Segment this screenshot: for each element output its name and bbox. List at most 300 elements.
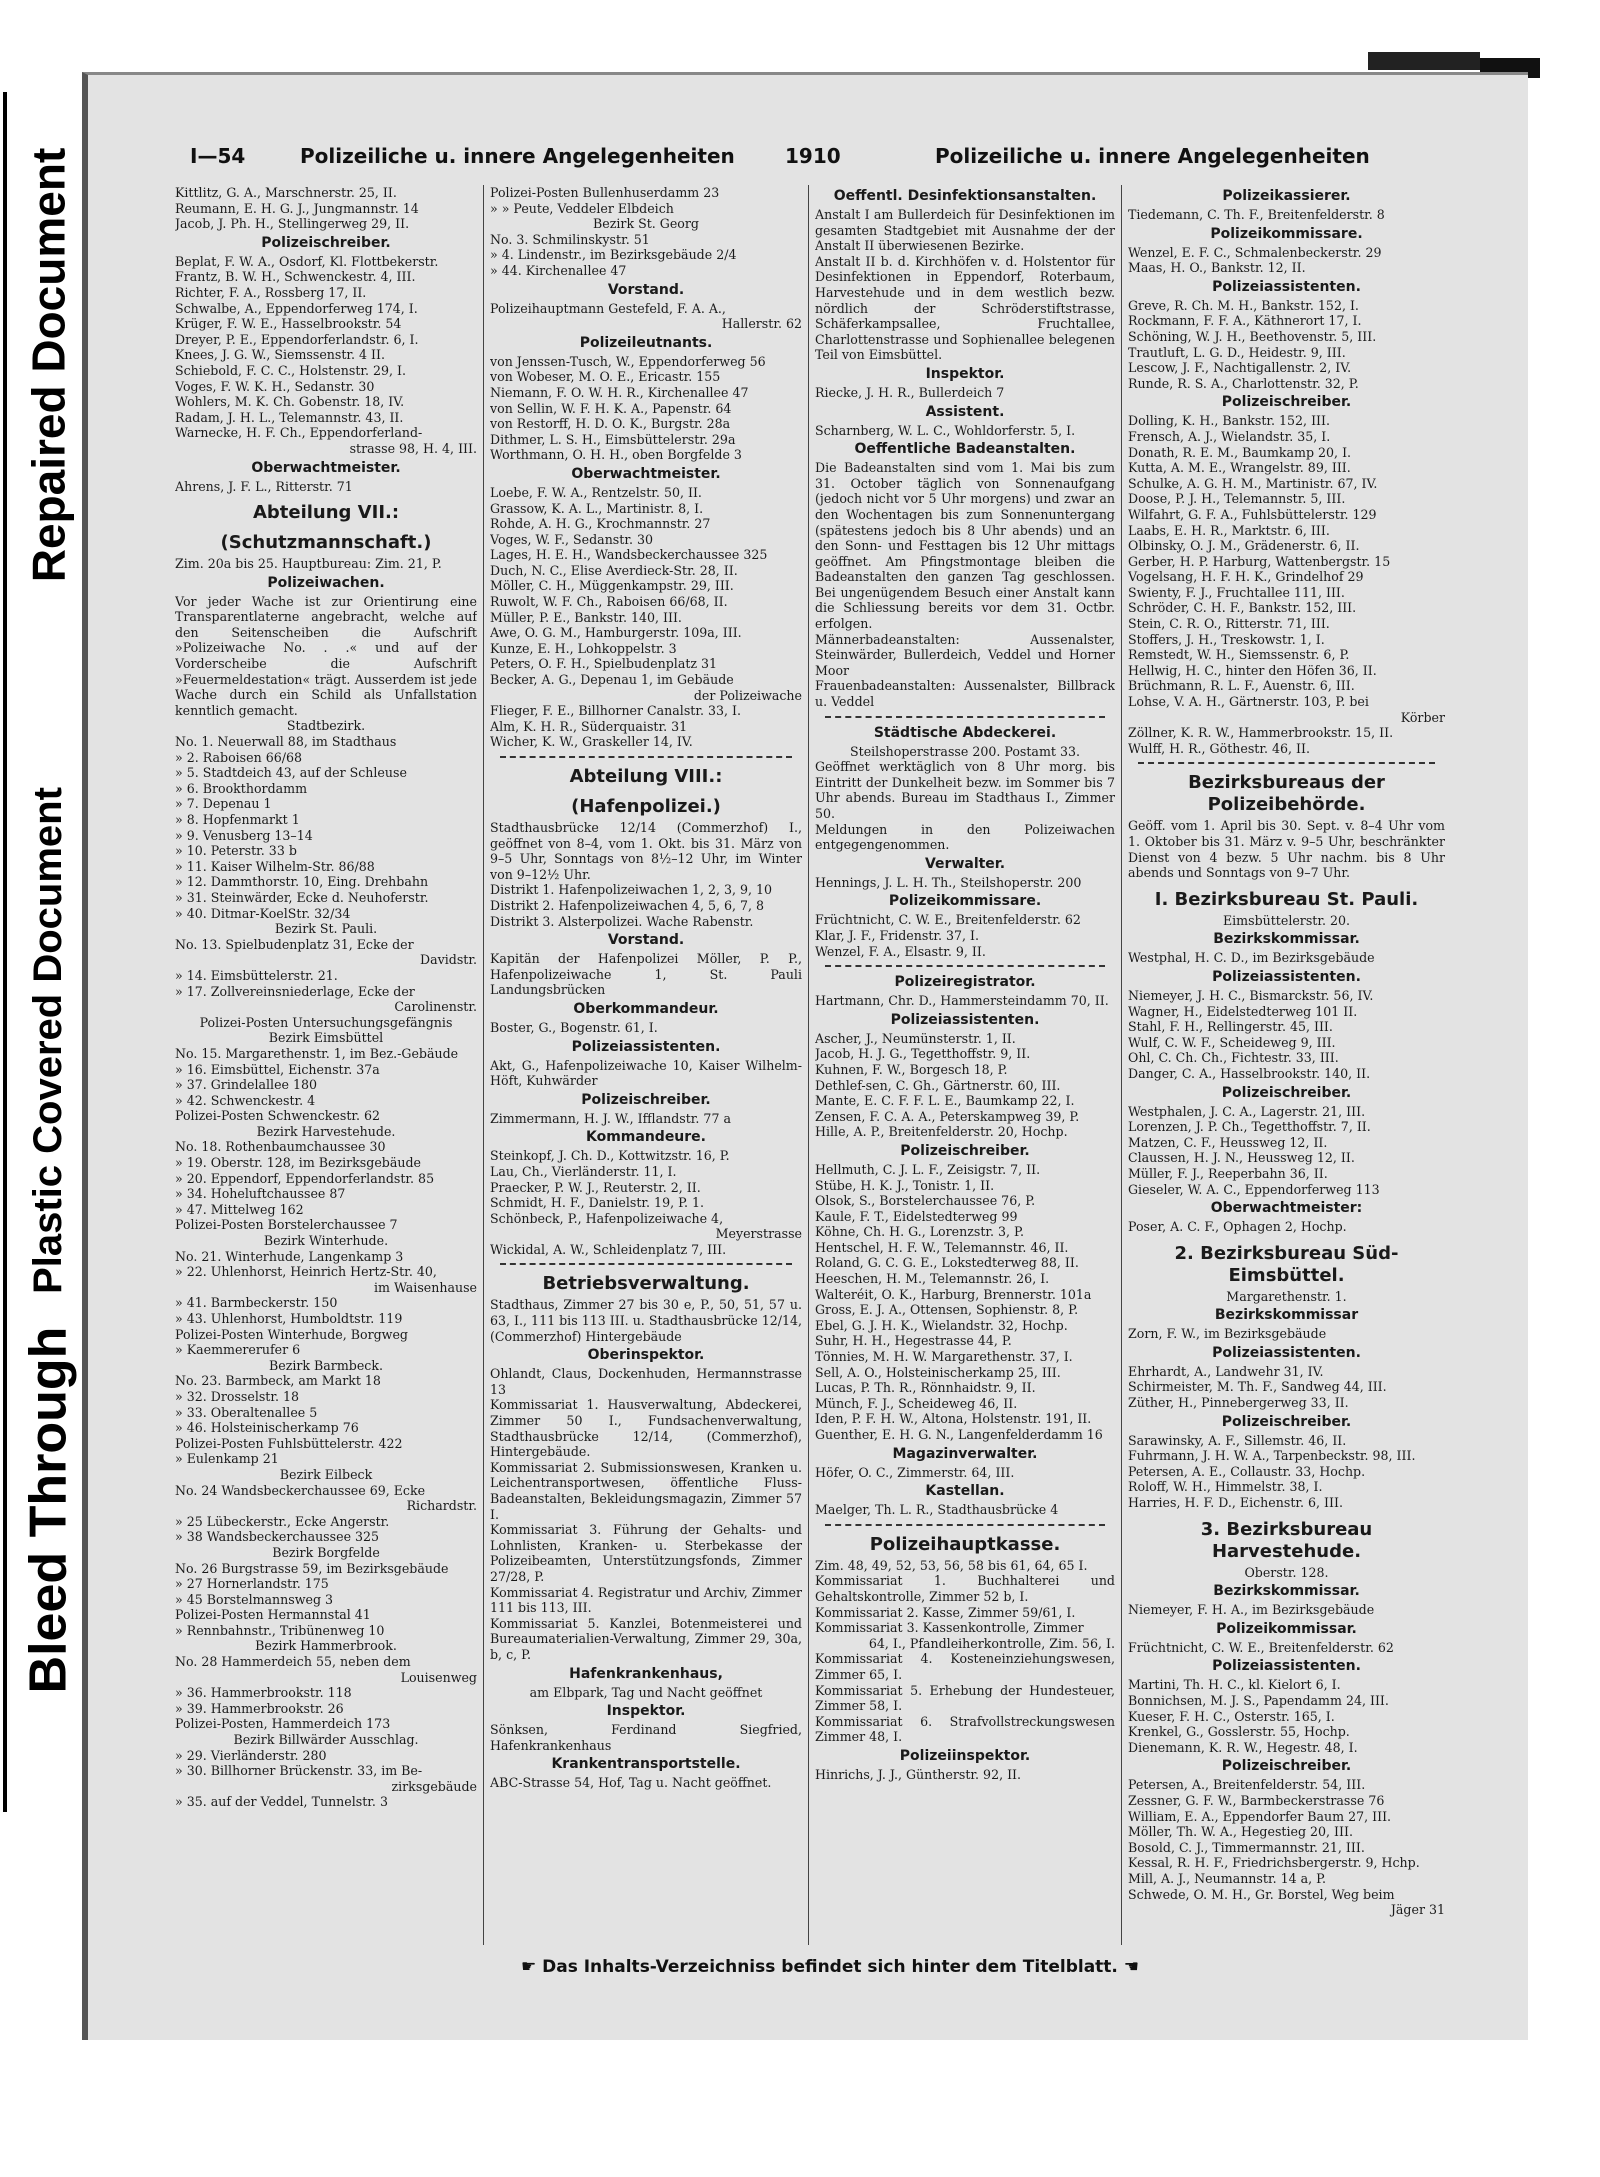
district-heading: Bezirk Hammerbrook.	[255, 1638, 397, 1654]
entry-line: Danger, C. A., Hasselbrookstr. 140, II.	[1128, 1065, 1371, 1081]
entry-line: » Eulenkamp 21	[175, 1451, 279, 1467]
section-heading: Städtische Abdeckerei.	[873, 724, 1057, 741]
entry-line: Schirmeister, M. Th. F., Sandweg 44, III.	[1128, 1379, 1387, 1395]
entry-line: Münch, F. J., Scheideweg 46, II.	[815, 1395, 1018, 1411]
section-heading: Polizeiwachen.	[267, 574, 385, 591]
entry-continuation: im Waisenhause	[373, 1279, 477, 1295]
section-heading: Vorstand.	[607, 281, 685, 298]
entry-line: Praecker, P. W. J., Reuterstr. 2, II.	[490, 1179, 701, 1195]
entry-line: » 41. Barmbeckerstr. 150	[175, 1295, 338, 1311]
section-heading: Polizeiregistrator.	[894, 974, 1036, 991]
entry-line: ABC-Strasse 54, Hof, Tag u. Nacht geöffnet.	[490, 1775, 772, 1791]
section-heading: Oberwachtmeister.	[251, 459, 401, 476]
entry-line: » 33. Oberaltenallee 5	[175, 1404, 318, 1420]
section-heading: Inspektor.	[925, 365, 1005, 382]
paragraph: Kommissariat 2. Submissionswesen, Kranken u. Leichentransportwesen, öffentliche Fluss-Badeanstalten, Bekleidungsmagazin, Zimmer 57 I.	[490, 1459, 802, 1522]
district-heading: Bezirk Billwärder Ausschlag.	[233, 1732, 419, 1748]
entry-line: Stein, C. R. O., Ritterstr. 71, III.	[1128, 616, 1330, 632]
district-heading: Bezirk Eilbeck	[279, 1466, 373, 1482]
entry-line: Krüger, F. W. E., Hasselbrookstr. 54	[175, 316, 402, 332]
entry-line: von Sellin, W. F. H. K. A., Papenstr. 64	[490, 400, 732, 416]
district-heading: Bezirk St. Pauli.	[274, 921, 378, 937]
entry-line: Stübe, H. K. J., Tonistr. 1, II.	[815, 1177, 995, 1193]
department-heading: Abteilung VII.:	[252, 502, 400, 524]
entry-continuation: Jäger 31	[1390, 1902, 1445, 1918]
entry-line: Iden, P. F. H. W., Altona, Holstenstr. 191, II.	[815, 1411, 1092, 1427]
entry-line: Harries, H. F. D., Eichenstr. 6, III.	[1128, 1495, 1343, 1511]
entry-line: Kittlitz, G. A., Marschnerstr. 25, II.	[175, 185, 397, 200]
entry-line: Knees, J. G. W., Siemssenstr. 4 II.	[175, 347, 386, 363]
entry-line: Zim. 48, 49, 52, 53, 56, 58 bis 61, 64, 65 I.	[815, 1557, 1088, 1573]
address-line: am Elbpark, Tag und Nacht geöffnet	[529, 1684, 763, 1700]
entry-line: Wagner, H., Eidelstedterweg 101 II.	[1128, 1003, 1358, 1019]
entry-line: Polizei-Posten Borstelerchaussee 7	[175, 1217, 398, 1233]
entry-line: Hennings, J. L. H. Th., Steilshoperstr. 200	[815, 874, 1082, 890]
section-heading: Polizeiassistenten.	[1212, 1658, 1361, 1675]
section-heading: Kommandeure.	[585, 1129, 706, 1146]
district-heading: Bezirk Borgfelde	[272, 1544, 380, 1560]
entry-line: Dithmer, L. S. H., Eimsbüttelerstr. 29a	[490, 431, 736, 447]
footer-notice: ☛ Das Inhalts-Verzeichniss befindet sich hinter dem Titelblatt. ☚	[520, 1957, 1140, 1977]
entry-line: Lorenzen, J. P. Ch., Tegetthoffstr. 7, II.	[1128, 1119, 1371, 1135]
entry-line: Roloff, W. H., Himmelstr. 38, I.	[1128, 1479, 1323, 1495]
entry-line: Lohse, V. A. H., Gärtnerstr. 103, P. bei	[1128, 694, 1369, 710]
section-heading: Polizeischreiber.	[1221, 1413, 1352, 1430]
district-heading: Stadtbezirk.	[286, 718, 366, 734]
entry-line: » 14. Eimsbüttelerstr. 21.	[175, 967, 338, 983]
entry-line: Becker, A. G., Depenau 1, im Gebäude	[490, 672, 734, 688]
entry-line: Donath, R. E. M., Baumkamp 20, I.	[1128, 444, 1352, 460]
entry-line: Distrikt 2. Hafenpolizeiwachen 4, 5, 6, 7, 8	[490, 897, 765, 913]
header-year: 1910	[785, 144, 841, 168]
entry-line: Radam, J. H. L., Telemannstr. 43, II.	[175, 409, 404, 425]
entry-line: Suhr, H. H., Hegestrasse 44, P.	[815, 1333, 1012, 1349]
entry-line: No. 3. Schmilinskystr. 51	[490, 231, 650, 247]
entry-line: Zim. 20a bis 25. Hauptbureau: Zim. 21, P.	[175, 556, 442, 572]
paragraph: Kapitän der Hafenpolizei Möller, P. P., Hafenpolizeiwache 1, St. Pauli Landungsbrücken	[490, 951, 802, 998]
column-4	[1128, 185, 1445, 1918]
entry-line: Ruwolt, W. F. Ch., Raboisen 66/68, II.	[490, 594, 728, 610]
column-divider	[1121, 185, 1122, 1945]
entry-line: Möller, C. H., Müggenkampstr. 29, III.	[490, 578, 734, 594]
entry-line: Martini, Th. H. C., kl. Kielort 6, I.	[1128, 1677, 1341, 1693]
entry-line: » 9. Venusberg 13–14	[175, 827, 313, 843]
entry-line: » 45 Borstelmannsweg 3	[175, 1591, 334, 1607]
entry-line: Richter, F. A., Rossberg 17, II.	[175, 284, 367, 300]
paragraph: Frauenbadeanstalten: Aussenalster, Billbrack u. Veddel	[815, 678, 1115, 710]
entry-line: Schönbeck, P., Hafenpolizeiwache 4,	[490, 1210, 724, 1226]
entry-line: » 29. Vierländerstr. 280	[175, 1747, 327, 1763]
entry-line: Tönnies, M. H. W. Margarethenstr. 37, I.	[815, 1349, 1073, 1365]
entry-continuation: zirksgebäude	[391, 1778, 477, 1794]
entry-line: Möller, Th. W. A., Hegestieg 20, III.	[1128, 1824, 1353, 1840]
entry-line: Zensen, F. C. A. A., Peterskampweg 39, P.	[815, 1108, 1080, 1124]
section-heading: Inspektor.	[606, 1703, 686, 1720]
entry-line: Gieseler, W. A. C., Eppendorferweg 113	[1128, 1181, 1380, 1197]
entry-line: Fuhrmann, J. H. W. A., Tarpenbeckstr. 98, III.	[1128, 1448, 1416, 1464]
paragraph: Vor jeder Wache ist zur Orientirung eine Transparentlaterne angebracht, welche auf den Seitenscheiben die Aufschrift »Polizeiwache No. . .« und auf der Vorderscheibe die Aufschrift »Feuermeldestation« trägt. Ausserdem ist jede Wache durch ein Schild als Unfallstation kenntlich gemacht.	[175, 593, 477, 718]
section-heading: Kastellan.	[925, 1483, 1005, 1500]
section-heading: Bezirkskommissar	[1214, 1307, 1359, 1324]
entry-line: Kunze, E. H., Lohkoppelstr. 3	[490, 640, 677, 656]
entry-line: Hille, A. P., Breitenfelderstr. 20, Hochp.	[815, 1124, 1068, 1140]
entry-line: Niemann, F. O. W. H. R., Kirchenallee 47	[490, 384, 749, 400]
department-heading: Abteilung VIII.:	[569, 766, 723, 787]
entry-line: No. 28 Hammerdeich 55, neben dem	[175, 1654, 411, 1670]
paragraph: Kommissariat 6. Strafvollstreckungswesen Zimmer 48, I.	[815, 1713, 1115, 1745]
entry-line: Ascher, J., Neumünsterstr. 1, II.	[815, 1030, 1016, 1046]
entry-line: Worthmann, O. H. H., oben Borgfelde 3	[490, 447, 742, 463]
entry-line: » 7. Depenau 1	[175, 796, 272, 812]
entry-line: Polizei-Posten Fuhlsbüttelerstr. 422	[175, 1435, 403, 1451]
section-heading: Polizeischreiber.	[1221, 1084, 1352, 1101]
entry-line: Früchtnicht, C. W. E., Breitenfelderstr. 62	[815, 912, 1081, 928]
entry-line: No. 13. Spielbudenplatz 31, Ecke der	[175, 936, 414, 952]
entry-continuation: Richardstr.	[406, 1498, 477, 1514]
entry-line: Lescow, J. F., Nachtigallenstr. 2, IV.	[1128, 360, 1352, 376]
entry-line: » 12. Dammthorstr. 10, Eing. Drehbahn	[175, 874, 429, 890]
section-heading: Verwalter.	[924, 855, 1006, 872]
entry-line: Niemeyer, J. H. C., Bismarckstr. 56, IV.	[1128, 987, 1374, 1003]
entry-line: Höfer, O. C., Zimmerstr. 64, III.	[815, 1464, 1015, 1480]
section-heading: Polizeischreiber.	[261, 234, 391, 251]
entry-line: Grassow, K. A. L., Martinistr. 8, I.	[490, 500, 704, 516]
column-2	[490, 185, 802, 1791]
entry-line: » 34. Hoheluftchaussee 87	[175, 1186, 346, 1202]
dashed-rule	[500, 1263, 792, 1265]
entry-line: » 39. Hammerbrookstr. 26	[175, 1700, 344, 1716]
entry-line: Polizei-Posten Bullenhuserdamm 23	[490, 185, 720, 200]
dashed-rule	[825, 965, 1105, 967]
entry-line: Schwalbe, A., Eppendorferweg 174, I.	[175, 300, 418, 316]
section-heading: Bezirkskommissar.	[1213, 931, 1360, 948]
entry-continuation: strasse 98, H. 4, III.	[349, 440, 477, 456]
department-heading: (Schutzmannschaft.)	[220, 532, 432, 554]
entry-line: Krenkel, G., Gosslerstr. 55, Hochp.	[1128, 1724, 1350, 1740]
entry-line: No. 24 Wandsbeckerchaussee 69, Ecke	[175, 1482, 426, 1498]
entry-line: Ahrens, J. F. L., Ritterstr. 71	[175, 478, 353, 494]
entry-continuation: Carolinenstr.	[394, 999, 477, 1015]
entry-line: » Kaemmererufer 6	[175, 1342, 301, 1358]
entry-line: Awe, O. G. M., Hamburgerstr. 109a, III.	[490, 625, 742, 641]
section-heading: Vorstand.	[607, 932, 685, 949]
entry-line: Wohlers, M. K. Ch. Gobenstr. 18, IV.	[175, 394, 405, 410]
entry-line: Voges, F. W. K. H., Sedanstr. 30	[175, 378, 375, 394]
entry-line: » 11. Kaiser Wilhelm-Str. 86/88	[175, 858, 375, 874]
entry-line: Bosold, C. J., Timmermannstr. 21, III.	[1128, 1839, 1365, 1855]
paragraph: Anstalt I am Bullerdeich für Desinfektionen im gesamten Stadtgebiet mit Ausnahme der der Anstalt II überwiesenen Bezirke.	[815, 207, 1115, 254]
entry-line: Hellwig, H. C., hinter den Höfen 36, II.	[1128, 662, 1377, 678]
entry-line: » 32. Drosselstr. 18	[175, 1388, 300, 1404]
entry-continuation: 64, I., Pfandleiherkontrolle, Zim. 56, I.	[868, 1635, 1115, 1651]
entry-line: Tiedemann, C. Th. F., Breitenfelderstr. 8	[1128, 207, 1385, 222]
entry-line: Hartmann, Chr. D., Hammersteindamm 70, II.	[815, 993, 1109, 1009]
paragraph: Geöff. vom 1. April bis 30. Sept. v. 8–4 Uhr vom 1. Oktober bis 31. März v. 9–5 Uhr, beschränkter Dienst von 4 bezw. 5 Uhr nachm. bis 8 Uhr abends und Sonntags von 9–7 Uhr.	[1128, 818, 1445, 881]
entry-line: Walteréit, O. K., Harburg, Brennerstr. 101a	[815, 1286, 1092, 1302]
page-number: I—54	[190, 144, 246, 168]
bleed-label: Bleed Through	[19, 1326, 77, 1694]
entry-line: Sarawinsky, A. F., Sillemstr. 46, II.	[1128, 1432, 1347, 1448]
paragraph: Männerbadeanstalten: Aussenalster, Steinwärder, Bullerdeich, Veddel und Horner Moor	[815, 631, 1115, 678]
entry-continuation: Hallerstr. 62	[721, 316, 802, 332]
section-heading: Polizeiassistenten.	[571, 1038, 721, 1055]
entry-line: Steinkopf, J. Ch. D., Kottwitzstr. 16, P.	[490, 1148, 730, 1164]
entry-line: Jacob, H. J. G., Tegetthoffstr. 9, II.	[815, 1046, 1031, 1062]
entry-line: Müller, F. J., Reeperbahn 36, II.	[1128, 1165, 1328, 1181]
entry-line: » Rennbahnstr., Tribünenweg 10	[175, 1622, 385, 1638]
section-heading: Hafenkrankenhaus,	[569, 1665, 723, 1682]
section-heading: Bezirkskommissar.	[1213, 1583, 1360, 1600]
entry-line: Klar, J. F., Fridenstr. 37, I.	[815, 927, 980, 943]
entry-line: » 25 Lübeckerstr., Ecke Angerstr.	[175, 1513, 390, 1529]
entry-line: Dethlef-sen, C. Gh., Gärtnerstr. 60, III.	[815, 1077, 1061, 1093]
entry-line: von Restorff, H. D. O. K., Burgstr. 28a	[490, 416, 731, 432]
district-heading: Bezirk Winterhude.	[263, 1233, 389, 1249]
department-heading: Bezirksbureaus der Polizeibehörde.	[1188, 772, 1385, 816]
entry-line: Doose, P. J. H., Telemannstr. 5, III.	[1128, 491, 1346, 507]
entry-line: Stahl, F. H., Rellingerstr. 45, III.	[1128, 1019, 1333, 1035]
department-heading: (Hafenpolizei.)	[571, 796, 721, 817]
entry-line: Mante, E. C. F. F. L. E., Baumkamp 22, I.	[815, 1093, 1075, 1109]
entry-line: » 16. Eimsbüttel, Eichenstr. 37a	[175, 1061, 380, 1077]
entry-line: » » Peute, Veddeler Elbdeich	[490, 200, 674, 216]
section-heading: Magazinverwalter.	[892, 1445, 1038, 1462]
entry-line: » 35. auf der Veddel, Tunnelstr. 3	[175, 1794, 388, 1810]
section-heading: Polizeikommissar.	[1216, 1620, 1357, 1637]
entry-line: » 30. Billhorner Brückenstr. 33, im Be-	[175, 1763, 423, 1779]
paragraph: Kommissariat 5. Erhebung der Hundesteuer, Zimmer 58, I.	[815, 1682, 1115, 1714]
entry-line: von Jenssen-Tusch, W., Eppendorferweg 56	[490, 353, 766, 369]
address-line: Margarethenstr. 1.	[1226, 1288, 1347, 1304]
address-line: Oberstr. 128.	[1244, 1564, 1329, 1580]
section-heading: Polizeikommissare.	[1210, 225, 1363, 242]
dashed-rule	[825, 716, 1105, 718]
entry-line: » 42. Schwenckestr. 4	[175, 1092, 316, 1108]
entry-line: Polizei-Posten Winterhude, Borgweg	[175, 1326, 408, 1342]
entry-line: Reumann, E. H. G. J., Jungmannstr. 14	[175, 200, 419, 216]
entry-line: » 2. Raboisen 66/68	[175, 749, 303, 765]
entry-line: Greve, R. Ch. M. H., Bankstr. 152, I.	[1128, 297, 1359, 313]
entry-line: Duch, N. C., Elise Averdieck-Str. 28, II.	[490, 562, 738, 578]
column-divider	[808, 185, 809, 1945]
entry-line: » 19. Oberstr. 128, im Bezirksgebäude	[175, 1155, 421, 1171]
entry-line: Runde, R. S. A., Charlottenstr. 32, P.	[1128, 375, 1359, 391]
entry-line: Köhne, Ch. H. G., Lorenzstr. 3, P.	[815, 1224, 1024, 1240]
paragraph: Stadthaus, Zimmer 27 bis 30 e, P., 50, 51, 57 u. 63, I., 111 bis 113 III. u. Stadthausbrücke 12/14, (Commerzhof) Hintergebäude	[490, 1297, 802, 1344]
section-heading: Oberinspektor.	[587, 1347, 705, 1364]
section-heading: Polizeileutnants.	[579, 334, 713, 351]
entry-line: Polizei-Posten Schwenckestr. 62	[175, 1108, 381, 1124]
district-heading: Bezirk Harvestehude.	[256, 1123, 396, 1139]
plastic-label: Plastic Covered Document	[25, 786, 70, 1294]
entry-line: » 22. Uhlenhorst, Heinrich Hertz-Str. 40,	[175, 1264, 437, 1280]
district-heading: Bezirk St. Georg	[593, 216, 699, 232]
section-heading: Oeffentliche Badeanstalten.	[854, 441, 1076, 458]
entry-line: Müller, P. E., Bankstr. 140, III.	[490, 609, 682, 625]
entry-line: Ebel, G. J. H. K., Wielandstr. 32, Hochp.	[815, 1317, 1068, 1333]
entry-line: Polizei-Posten, Hammerdeich 173	[175, 1716, 391, 1732]
entry-line: Distrikt 1. Hafenpolizeiwachen 1, 2, 3, 9, 10	[490, 882, 773, 898]
entry-line: Olbinsky, O. J. M., Grädenerstr. 6, II.	[1128, 538, 1360, 554]
entry-line: Jacob, J. Ph. H., Stellingerweg 29, II.	[175, 216, 410, 232]
entry-line: Hentschel, H. F. W., Telemannstr. 46, II.	[815, 1239, 1069, 1255]
section-heading: Polizeischreiber.	[1221, 1758, 1352, 1775]
entry-line: » 17. Zollvereinsniederlage, Ecke der	[175, 983, 415, 999]
entry-line: Maas, H. O., Bankstr. 12, II.	[1128, 260, 1306, 276]
column-divider	[483, 185, 484, 1945]
entry-line: Kommissariat 2. Kasse, Zimmer 59/61, I.	[815, 1604, 1076, 1620]
section-heading: Polizeiassistenten.	[1212, 968, 1361, 985]
department-heading: Betriebsverwaltung.	[542, 1273, 750, 1295]
entry-line: Schmidt, H. F., Danielstr. 19, P. 1.	[490, 1195, 705, 1211]
entry-line: Heeschen, H. M., Telemannstr. 26, I.	[815, 1271, 1050, 1287]
entry-line: Dreyer, P. E., Eppendorferlandstr. 6, I.	[175, 331, 419, 347]
entry-line: Lucas, P. Th. R., Rönnhaidstr. 9, II.	[815, 1380, 1036, 1396]
entry-line: Brüchmann, R. L. F., Auenstr. 6, III.	[1128, 678, 1355, 694]
entry-line: Schulke, A. G. H. M., Martinistr. 67, IV.	[1128, 475, 1378, 491]
section-heading: Oberkommandeur.	[573, 1000, 719, 1017]
entry-line: Ohl, C. Ch. Ch., Fichtestr. 33, III.	[1128, 1050, 1339, 1066]
section-heading: Oberwachtmeister.	[571, 465, 721, 482]
entry-line: Hinrichs, J. J., Güntherstr. 92, II.	[815, 1766, 1022, 1782]
entry-continuation: Meyerstrasse	[715, 1226, 802, 1242]
entry-line: Warnecke, H. F. Ch., Eppendorferland-	[175, 425, 423, 441]
entry-line: Züther, H., Pinnebergerweg 33, II.	[1128, 1395, 1349, 1411]
entry-line: Trautluft, L. G. D., Heidestr. 9, III.	[1128, 344, 1346, 360]
dashed-rule	[500, 756, 792, 758]
entry-line: Zöllner, K. R. W., Hammerbrookstr. 15, II.	[1128, 725, 1394, 741]
entry-line: Alm, K. H. R., Süderquaistr. 31	[490, 718, 688, 734]
entry-line: Voges, W. F., Sedanstr. 30	[490, 531, 653, 547]
entry-line: Wenzel, F. A., Elsastr. 9, II.	[815, 943, 986, 959]
department-heading: I. Bezirksbureau St. Pauli.	[1154, 888, 1419, 910]
section-heading: Polizeikommissare.	[888, 893, 1042, 910]
scan-edge-mark	[1368, 52, 1480, 70]
entry-line: Schröder, C. H. F., Bankstr. 152, III.	[1128, 600, 1357, 616]
entry-line: Westphal, H. C. D., im Bezirksgebäude	[1128, 950, 1375, 966]
paragraph: Akt, G., Hafenpolizeiwache 10, Kaiser Wilhelm-Höft, Kuhwärder	[490, 1057, 802, 1089]
entry-line: Mill, A. J., Neumannstr. 14 a, P.	[1128, 1870, 1327, 1886]
entry-line: Poser, A. C. F., Ophagen 2, Hochp.	[1128, 1219, 1347, 1235]
entry-line: Zessner, G. F. W., Barmbeckerstrasse 76	[1128, 1792, 1385, 1808]
entry-line: » 38 Wandsbeckerchaussee 325	[175, 1529, 380, 1545]
paragraph: Kommissariat 1. Buchhalterei und Gehaltskontrolle, Zimmer 52 b, I.	[815, 1573, 1115, 1604]
paragraph: Kommissariat 5. Kanzlei, Botenmeisterei und Bureaumaterialien-Verwaltung, Zimmer 29, 30a, b, c, P.	[490, 1615, 802, 1662]
entry-line: Riecke, J. H. R., Bullerdeich 7	[815, 384, 1005, 400]
entry-line: » 4. Lindenstr., im Bezirksgebäude 2/4	[490, 247, 737, 263]
address-line: Steilshoperstrasse 200. Postamt 33.	[850, 743, 1080, 759]
entry-line: Wilfahrt, G. F. A., Fuhlsbüttelerstr. 129	[1128, 506, 1377, 522]
entry-line: Petersen, A., Breitenfelderstr. 54, III.	[1128, 1777, 1366, 1793]
entry-line: Wulff, H. R., Göthestr. 46, II.	[1128, 740, 1310, 756]
paragraph: Kommissariat 1. Hausverwaltung, Abdeckerei, Zimmer 50 I., Fundsachenverwaltung, Stadthausbrücke 12/14, (Commerzhof), Hintergebäude.	[490, 1397, 802, 1460]
entry-line: Frantz, B. W. H., Schwenckestr. 4, III.	[175, 269, 416, 285]
entry-line: Schöning, W. J. H., Beethovenstr. 5, III.	[1128, 328, 1377, 344]
entry-line: Polizei-Posten Hermannstal 41	[175, 1607, 371, 1623]
entry-line: » 40. Ditmar-KoelStr. 32/34	[175, 905, 351, 921]
entry-line: Vogelsang, H. F. H. K., Grindelhof 29	[1128, 569, 1364, 585]
entry-line: Loebe, F. W. A., Rentzelstr. 50, II.	[490, 484, 702, 500]
entry-line: Distrikt 3. Alsterpolizei. Wache Rabenstr.	[490, 913, 754, 929]
entry-line: Maelger, Th. L. R., Stadthausbrücke 4	[815, 1502, 1059, 1518]
entry-line: Lages, H. E. H., Wandsbeckerchaussee 325	[490, 547, 768, 563]
entry-line: Swienty, F. J., Fruchtallee 111, III.	[1128, 584, 1345, 600]
entry-line: Peters, O. F. H., Spielbudenplatz 31	[490, 656, 718, 672]
directory-columns	[175, 185, 1445, 1950]
address-line: Eimsbüttelerstr. 20.	[1222, 912, 1351, 928]
entry-line: » 47. Mittelweg 162	[175, 1201, 304, 1217]
column-3	[815, 185, 1115, 1783]
district-heading: Bezirk Barmbeck.	[269, 1357, 383, 1373]
paragraph: Anstalt II b. d. Kirchhöfen v. d. Holstentor für Desinfektionen in Eppendorf, Roterbaum, Harvestehude und in dem westlich bezw. nördlich der Schröderstiftstrasse, Schäferkampsallee, Fruchtallee, Charlottenstrasse und Sophienallee belegenen Teil von Eimsbüttel.	[815, 253, 1115, 363]
entry-line: Kuhnen, F. W., Borgesch 18, P.	[815, 1061, 1008, 1077]
entry-line: Roland, G. C. G. E., Lokstedterweg 88, II.	[815, 1255, 1079, 1271]
paragraph: Kommissariat 4. Registratur und Archiv, Zimmer 111 bis 113, III.	[490, 1584, 802, 1616]
entry-continuation: Körber	[1400, 709, 1445, 725]
entry-line: Schwede, O. M. H., Gr. Borstel, Weg beim	[1128, 1886, 1395, 1902]
entry-line: Zimmermann, H. J. W., Ifflandstr. 77 a	[490, 1110, 731, 1126]
entry-line: Bonnichsen, M. J. S., Papendamm 24, III.	[1128, 1693, 1389, 1708]
entry-line: » 44. Kirchenallee 47	[490, 262, 627, 278]
section-heading: Polizeischreiber.	[900, 1142, 1030, 1159]
paragraph: Sönksen, Ferdinand Siegfried, Hafenkrankenhaus	[490, 1722, 802, 1753]
entry-line: No. 15. Margarethenstr. 1, im Bez.-Gebäude	[175, 1045, 459, 1061]
entry-line: Kaule, F. T., Eidelstedterweg 99	[815, 1208, 1018, 1224]
repaired-label: Repaired Document	[22, 147, 74, 583]
entry-line: » 10. Peterstr. 33 b	[175, 843, 297, 859]
entry-line: Petersen, A. E., Collaustr. 33, Hochp.	[1128, 1463, 1366, 1479]
entry-line: Boster, G., Bogenstr. 61, I.	[490, 1019, 658, 1035]
entry-line: Westphalen, J. C. A., Lagerstr. 21, III.	[1128, 1103, 1366, 1119]
entry-line: Dolling, K. H., Bankstr. 152, III.	[1128, 413, 1330, 429]
entry-line: Matzen, C. F., Heussweg 12, II.	[1128, 1134, 1328, 1150]
entry-line: Schiebold, F. C. C., Holstenstr. 29, I.	[175, 362, 407, 378]
entry-line: Gross, E. J. A., Ottensen, Sophienstr. 8, P.	[815, 1302, 1079, 1318]
entry-line: Sell, A. O., Holsteinischerkamp 25, III.	[815, 1364, 1061, 1380]
entry-line: » 37. Grindelallee 180	[175, 1077, 318, 1093]
entry-line: Scharnberg, W. L. C., Wohldorferstr. 5, I.	[815, 422, 1076, 438]
entry-line: Zorn, F. W., im Bezirksgebäude	[1128, 1326, 1327, 1342]
entry-line: Dienemann, K. R. W., Hegestr. 48, I.	[1128, 1739, 1358, 1755]
entry-line: » 31. Steinwärder, Ecke d. Neuhoferstr.	[175, 889, 429, 905]
section-heading: Polizeiassistenten.	[1212, 278, 1361, 295]
entry-line: » 46. Holsteinischerkamp 76	[175, 1420, 359, 1436]
entry-line: No. 1. Neuerwall 88, im Stadthaus	[175, 734, 397, 750]
paragraph: Meldungen in den Polizeiwachen entgegengenommen.	[815, 821, 1115, 853]
running-header	[190, 140, 1370, 176]
entry-continuation: Davidstr.	[420, 952, 477, 968]
section-heading: Polizeischreiber.	[1221, 394, 1352, 411]
paragraph: Ohlandt, Claus, Dockenhuden, Hermannstrasse 13	[490, 1366, 802, 1397]
entry-line: No. 23. Barmbeck, am Markt 18	[175, 1373, 381, 1389]
entry-line: » 43. Uhlenhorst, Humboldtstr. 119	[175, 1311, 403, 1326]
entry-line: Olsok, S., Borstelerchaussee 76, P.	[815, 1193, 1036, 1209]
entry-line: Wenzel, E. F. C., Schmalenbeckerstr. 29	[1128, 244, 1382, 260]
header-title-left: Polizeiliche u. innere Angelegenheiten	[300, 144, 735, 168]
entry-line: » 27 Hornerlandstr. 175	[175, 1576, 329, 1592]
section-heading: Oeffentl. Desinfektionsanstalten.	[833, 188, 1097, 204]
entry-line: Wulf, C. W. F., Scheideweg 9, III.	[1128, 1034, 1336, 1050]
section-heading: Polizeischreiber.	[581, 1091, 711, 1108]
paragraph: Stadthausbrücke 12/14 (Commerzhof) I., geöffnet von 8–4, vom 1. Okt. bis 31. März von 9–5 Uhr, Sonntags von 8½–12 Uhr, im Winter von 9–12½ Uhr.	[490, 820, 802, 882]
section-heading: Polizeikassierer.	[1222, 188, 1351, 204]
paragraph: Geöffnet werktäglich von 8 Uhr morg. bis Eintritt der Dunkelheit bezw. im Sommer bis 7 Uhr abends. Bureau im Stadthaus I., Zimmer 50.	[815, 759, 1115, 821]
entry-line: Ehrhardt, A., Landwehr 31, IV.	[1128, 1363, 1324, 1379]
district-heading: Bezirk Eimsbüttel	[268, 1030, 384, 1046]
entry-line: William, E. A., Eppendorfer Baum 27, III.	[1128, 1808, 1392, 1824]
entry-line: » 8. Hopfenmarkt 1	[175, 812, 300, 827]
entry-line: No. 26 Burgstrasse 59, im Bezirksgebäude	[175, 1560, 449, 1576]
